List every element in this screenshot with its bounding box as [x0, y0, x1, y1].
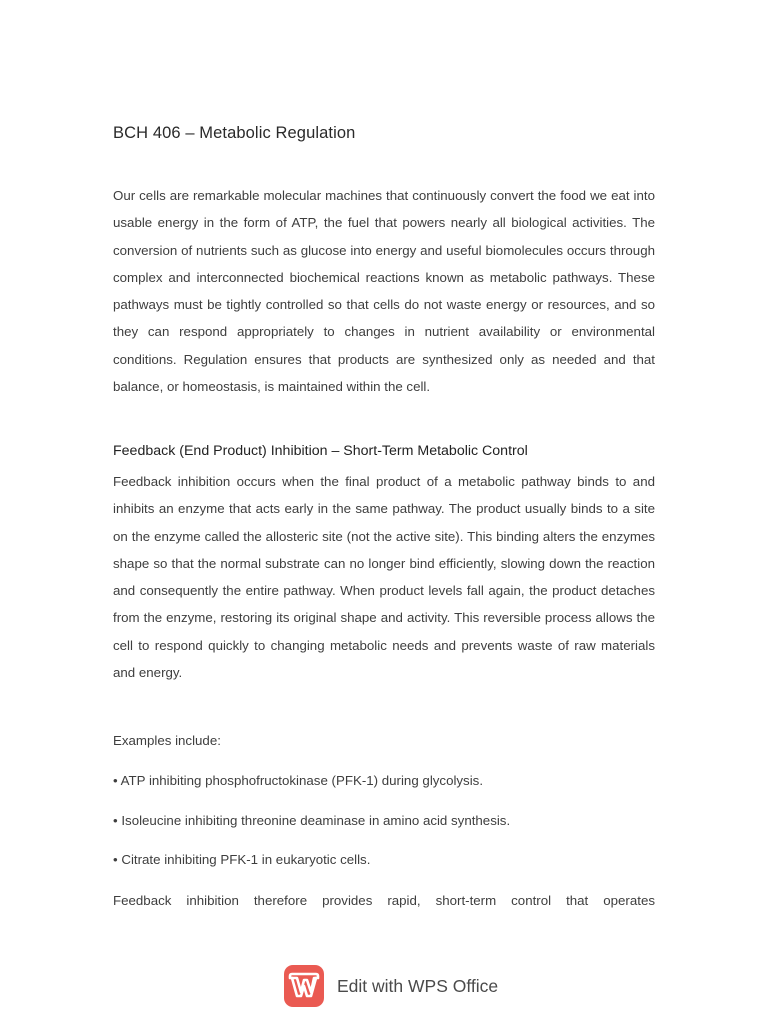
edit-with-wps-office-button[interactable] [284, 965, 498, 1007]
document-title: BCH 406 – Metabolic Regulation [113, 124, 356, 142]
closing-line: Feedback inhibition therefore provides rapid, short-term control that operates [113, 893, 655, 908]
edit-with-wps-office-label: Edit with WPS Office [337, 975, 499, 996]
intro-paragraph: Our cells are remarkable molecular machines that continuously convert the food we eat into usable energy in the form of ATP, the fuel that powers nearly all biological activities. The conversion of nutrients such as glucose into energy and useful biomolecules occurs through complex and interconnected biochemical reactions known as metabolic pathways. These pathways must be tightly controlled so that cells do not waste energy or resources, and so they can respond appropriately to changes in nutrient availability or environmental conditions. Regulation ensures that products are synthesized only as needed and that balance, or homeostasis, is maintained within the cell. [113, 188, 655, 395]
wps-office-logo-icon [284, 965, 324, 1007]
examples-label: Examples include: [113, 733, 221, 748]
example-item: • Isoleucine inhibiting threonine deaminase in amino acid synthesis. [113, 813, 511, 828]
section-heading-feedback-inhibition: Feedback (End Product) Inhibition – Short-Term Metabolic Control [113, 443, 528, 459]
feedback-inhibition-paragraph: Feedback inhibition occurs when the final product of a metabolic pathway binds to and inhibits an enzyme that acts early in the same pathway. The product usually binds to a site on the enzyme called the allosteric site (not the active site). This binding alters the enzymes shape so that the normal substrate can no longer bind efficiently, slowing down the reaction and consequently the entire pathway. When product levels fall again, the product detaches from the enzyme, restoring its original shape and activity. This reversible process allows the cell to respond quickly to changing metabolic needs and prevents waste of raw materials and energy. [113, 474, 655, 681]
example-item: • ATP inhibiting phosphofructokinase (PFK-1) during glycolysis. [113, 773, 484, 788]
example-item: • Citrate inhibiting PFK-1 in eukaryotic cells. [113, 852, 371, 867]
